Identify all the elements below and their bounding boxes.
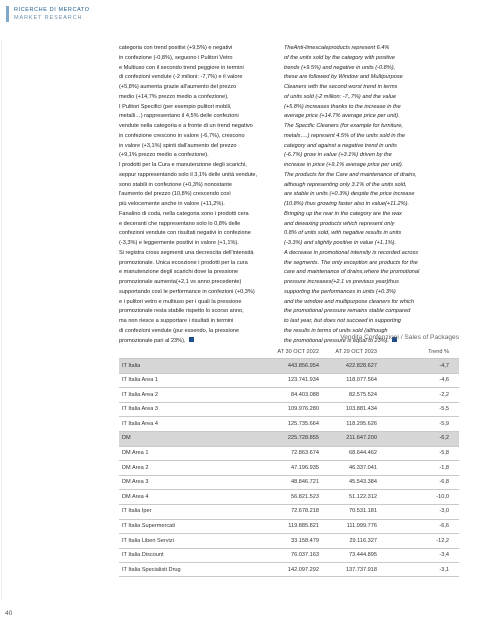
table-row: [119, 519, 459, 534]
row-trend-cell: -5,5: [439, 406, 449, 413]
text-line: promozionale pari al 23%).: [119, 337, 294, 347]
header-2022: AT 30 OCT 2022: [277, 349, 319, 355]
row-name-cell: DM Area 3: [122, 479, 149, 486]
row-2023-cell: 82.575.524: [349, 391, 377, 398]
header-trend: Trend %: [428, 349, 449, 355]
table-body: [119, 358, 459, 577]
table-row: [119, 373, 459, 388]
row-trend-cell: -5,8: [439, 450, 449, 457]
text-line: (10.8%) thus growing faster also in value(+11.2%).: [284, 201, 410, 207]
table-row: [119, 358, 459, 373]
row-2022-cell: 76.037.163: [291, 552, 319, 559]
row-2022-cell: 125.735.664: [287, 420, 319, 427]
text-line: to last year, but does not succeed in supporting: [284, 318, 401, 324]
text-line: of the units sold by the category with positive: [284, 54, 396, 61]
table-row: [119, 475, 459, 490]
text-line: confezioni vendute con risultati negativi in confezione: [119, 230, 251, 237]
logo-title-it: RICERCHE DI MERCATO: [14, 7, 90, 13]
row-2022-cell: 123.741.934: [287, 377, 319, 384]
table-row: [119, 387, 459, 402]
text-line: of units sold (-2 million: -7,.7%) and the value: [284, 93, 396, 100]
text-line: e i pulitori vetro e multiuso per i quali la pressione: [119, 298, 242, 305]
text-line: The Specific Cleaners (for example for furniture,: [284, 123, 404, 129]
text-line: Bringing up the rear in the category are the wax: [284, 210, 402, 217]
row-2022-cell: 84.403.088: [291, 391, 319, 398]
row-2023-cell: 211.647.200: [346, 435, 377, 442]
text-line: supporting the performances in units (+0.3%): [284, 288, 396, 295]
row-2023-cell: 137.737.918: [345, 566, 377, 573]
table-row: [119, 562, 459, 577]
table-row: [119, 460, 459, 475]
table-row: [119, 489, 459, 504]
row-name-cell: IT Italia Liberi Servizi: [122, 537, 174, 544]
text-line: categoria con trend positivi (+9,5%) e negativi: [119, 45, 233, 51]
row-name-cell: DM Area 4: [122, 493, 149, 500]
row-2023-cell: 118.077.564: [346, 377, 377, 384]
row-trend-cell: -3,4: [439, 552, 449, 559]
text-line: are stable in units (+0.3%) despite the price increase: [284, 191, 415, 198]
row-name-cell: DM: [122, 435, 131, 442]
end-of-text-square-icon: [189, 337, 194, 342]
text-line: Fanalino di coda, nella categoria sono i prodotti cera: [119, 210, 249, 217]
text-line: increase in price (+9.1% average price per unit).: [284, 162, 404, 168]
logo-accent-bar: [6, 6, 9, 22]
text-line: I prodotti per la Cura e manutenzione degli scarichi,: [119, 162, 247, 168]
text-line: the segments. The only exception are products for the: [284, 259, 418, 266]
text-line: (+5.8%) increases thanks to the increase in the: [284, 103, 401, 110]
text-line: vendute nella categoria e a fronte di un trend negativo: [119, 123, 253, 129]
row-name-cell: IT Italia: [122, 362, 141, 369]
text-line: A decrease in promotional intensity is recorded across: [284, 249, 419, 256]
row-name-cell: IT Italia Specialisti Drug: [122, 566, 181, 573]
table-header-row: [119, 347, 459, 357]
header-2023: AT 29 OCT 2023: [335, 349, 377, 355]
text-line: pressure increases(+2.1 vs previous year)thus: [284, 279, 399, 285]
table-title: Vendita Confenzioni / Sales of Packages: [340, 334, 459, 341]
row-trend-cell: -2,2: [439, 391, 449, 398]
table-row: [119, 548, 459, 563]
row-2022-cell: 443.856.954: [287, 362, 319, 369]
text-line: di confezioni vendute (-2 milioni: -7,7%) e il valore: [119, 74, 243, 81]
row-trend-cell: -5,9: [439, 420, 449, 427]
text-line: the promotional pressure is equal to 23%).: [284, 337, 459, 347]
row-2023-cell: 51.122.312: [349, 493, 377, 500]
row-2023-cell: 103.881.434: [345, 406, 377, 413]
text-line: (+9,1% prezzo medio a confezione).: [119, 152, 209, 159]
row-2023-cell: 111.999.776: [346, 523, 377, 530]
text-line: although representing only 3.1% of the units sold,: [284, 181, 407, 188]
text-line: e Multiuso con il secondo trend peggiore in termini: [119, 64, 244, 71]
row-name-cell: DM Area 2: [122, 464, 149, 471]
text-line: TheAnti-limescaleproducts represent 6.4%: [284, 45, 390, 51]
row-name-cell: IT Italia Discount: [122, 552, 164, 559]
text-line: (-3,3%) e leggermente positivi in valore (+1,1%).: [119, 240, 239, 246]
text-line: (+5,8%) aumenta grazie all'aumento del prezzo: [119, 84, 237, 90]
text-line: category and against a negative trend in units: [284, 142, 397, 149]
text-line: I Pulitori Specifici (per esempio pulitori mobili,: [119, 103, 232, 110]
page-number: 40: [5, 610, 13, 617]
text-line: supportando così le performance in confezioni (+0,3%): [119, 288, 255, 295]
row-2023-cell: 46.337.041: [349, 464, 377, 471]
row-2023-cell: 73.444.895: [349, 552, 377, 559]
table-row: [119, 504, 459, 519]
text-line: in confezione (-0,8%), seguono i Pulitori Vetro: [119, 54, 233, 61]
text-line: in valore (+3,1%) spinti dall'aumento del prezzo: [119, 142, 237, 149]
row-trend-cell: -6,2: [439, 435, 449, 442]
text-line: Si registra cross segmenti una decrescita dell'intensità: [119, 249, 254, 256]
row-trend-cell: -10,0: [436, 493, 449, 500]
text-line: trends (+9.5%) and negative in units (-0.8%),: [284, 64, 396, 71]
row-name-cell: IT Italia Area 1: [122, 377, 158, 384]
logo-title-en: MARKET RESEARCH: [14, 15, 83, 21]
text-line: (-3.3%) and slightly positive in value (+1.1%).: [284, 240, 397, 246]
row-2022-cell: 119.885.821: [288, 523, 319, 530]
text-line: più velocemente anche in valore (+11,2%).: [119, 201, 225, 207]
text-line: metals….) represent 4.5% of the units sold in the: [284, 132, 405, 139]
table-row: [119, 431, 459, 446]
row-trend-cell: -6,6: [439, 523, 449, 530]
text-line: the results in terms of units sold (although: [284, 327, 388, 334]
english-text-column: [284, 44, 459, 346]
text-line: promozionale resta stabile rispetto lo scorso anno,: [119, 308, 244, 315]
text-line: (-6.7%) grow in value (+3.1%) driven by the: [284, 152, 392, 159]
text-line: medio (+14,7% prezzo medio a confezione).: [119, 93, 229, 100]
row-2022-cell: 47.196.935: [291, 464, 319, 471]
row-2023-cell: 70.531.181: [349, 508, 377, 515]
row-2022-cell: 109.976.280: [287, 406, 319, 413]
row-2022-cell: 225.728.855: [287, 435, 319, 442]
text-line: e deceranti che rappresentano solo lo 0,8% delle: [119, 220, 241, 227]
text-line: 0.8% of units sold, with negative results in units: [284, 230, 402, 237]
row-2022-cell: 72.863.674: [291, 450, 319, 457]
text-line: and the window and multipurpose cleaners for which: [284, 298, 414, 305]
text-line: ma non riesce a supportare i risultati in termini: [119, 318, 234, 324]
row-2022-cell: 56.821.523: [291, 493, 319, 500]
text-line: and dewaxing products which represent only: [284, 220, 395, 227]
table-row: [119, 402, 459, 417]
row-trend-cell: -4,6: [439, 377, 449, 384]
row-trend-cell: -1,8: [439, 464, 449, 471]
text-line: promozionale. Unica eccezione i prodotti per la cura: [119, 259, 248, 266]
italian-text-column: [119, 44, 294, 346]
text-line: The products for the Care and maintenance of drains,: [284, 171, 417, 178]
text-line: metalli…) rappresentano il 4,5% delle confezioni: [119, 113, 239, 120]
text-line: di confezioni vendute (pur essendo, la pressione: [119, 327, 240, 334]
page-edge-rule: [1, 40, 2, 600]
row-2023-cell: 118.295.626: [346, 420, 377, 427]
row-name-cell: IT Italia Supermercati: [122, 523, 176, 530]
row-2023-cell: 68.644.462: [349, 450, 377, 457]
text-line: seppur rappresentando solo il 3,1% delle unità vendute,: [119, 171, 258, 178]
row-name-cell: IT Italia Area 3: [122, 406, 158, 413]
row-name-cell: IT Italia Iper: [122, 508, 152, 515]
text-line: the promotional pressure remains stable compared: [284, 308, 411, 315]
text-line: average price (+14.7% average price per unit).: [284, 113, 400, 120]
table-row: [119, 446, 459, 461]
row-trend-cell: -3,0: [439, 508, 449, 515]
row-2023-cell: 45.543.384: [349, 479, 377, 486]
table-row: [119, 416, 459, 431]
text-line: e manutenzione degli scarichi dove la pressione: [119, 269, 239, 276]
row-2022-cell: 33.158.479: [291, 537, 319, 544]
text-line: promozionale aumenta(+2,1 vs anno precedente): [119, 279, 242, 285]
row-name-cell: IT Italia Area 2: [122, 391, 158, 398]
row-2022-cell: 72.678.218: [291, 508, 319, 515]
row-name-cell: DM Area 1: [122, 450, 149, 457]
text-line: care and maintenance of drains,where the promotional: [284, 269, 420, 276]
row-trend-cell: -3,1: [439, 566, 449, 573]
row-name-cell: IT Italia Area 4: [122, 420, 158, 427]
row-2022-cell: 142.097.292: [287, 566, 319, 573]
row-2023-cell: 422.828.627: [345, 362, 377, 369]
text-line: sono stabili in confezione (+0,3%) nonostante: [119, 181, 233, 188]
row-2022-cell: 48.846.721: [291, 479, 319, 486]
row-2023-cell: 29.116.327: [349, 537, 377, 544]
text-line: Cleaners with the second worst trend in terms: [284, 84, 398, 90]
text-line: in confezione crescono in valore (-6,7%), crescono: [119, 132, 245, 139]
text-line: l'aumento del prezzo (10,8%) crescendo così: [119, 191, 231, 198]
row-trend-cell: -4,7: [439, 362, 449, 369]
row-trend-cell: -12,2: [436, 537, 449, 544]
table-row: [119, 533, 459, 548]
text-line: these are followed by Window and Multipurpose: [284, 74, 403, 81]
row-trend-cell: -6,8: [439, 479, 449, 486]
